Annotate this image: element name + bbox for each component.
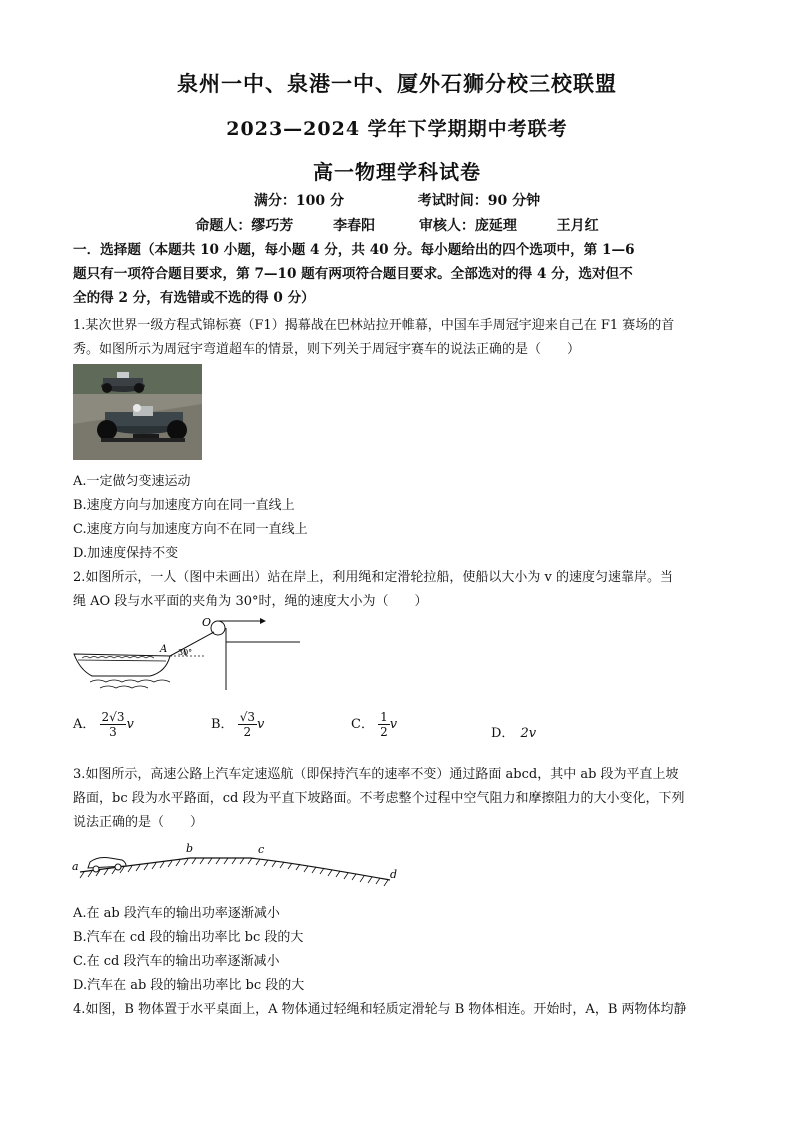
exam-term-title: 2023—2024 学年下学期期中考联考 <box>226 118 568 140</box>
q2-stem-line-1: 2.如图所示，一人（图中未画出）站在岸上，利用绳和定滑轮拉船，使船以大小为 v 的速度匀速靠岸。当 <box>73 570 674 585</box>
q4-stem-line-1: 4.如图，B 物体置于水平桌面上，A 物体通过轻绳和轻质定滑轮与 B 物体相连。开始时，A，B 两物体均静 <box>73 1002 687 1017</box>
reviewer-2: 王月红 <box>556 218 599 234</box>
q2-option-c: C． $\frac{1}{2}$ v <box>351 710 398 739</box>
boat-pulley-diagram <box>70 614 300 694</box>
q1-option-a: A.一定做匀变速运动 <box>73 474 191 489</box>
q1-option-b: B.速度方向与加速度方向在同一直线上 <box>73 498 295 513</box>
subject-title: 高一物理学科试卷 <box>313 160 481 184</box>
school-alliance-title: 泉州一中、泉港一中、厦外石狮分校三校联盟 <box>177 71 617 96</box>
f1-car-photo <box>73 364 202 460</box>
q1-option-d: D.加速度保持不变 <box>73 546 179 561</box>
q2-option-a: A． $\frac{2√3}{3}$ v <box>73 710 134 739</box>
q3-option-b: B.汽车在 cd 段的输出功率比 bc 段的大 <box>73 930 304 945</box>
label-a-point: a <box>72 860 79 873</box>
q3-stem-line-1: 3.如图所示，高速公路上汽车定速巡航（即保持汽车的速率不变）通过路面 abcd，其中 ab 段为平直上坡 <box>73 767 679 782</box>
exam-meta-row <box>0 190 794 210</box>
label-a: A <box>160 644 168 655</box>
exam-staff-row <box>0 215 794 235</box>
q1-option-c: C.速度方向与加速度方向不在同一直线上 <box>73 522 308 537</box>
q3-option-c: C.在 cd 段汽车的输出功率逐渐减小 <box>73 954 280 969</box>
setter: 命题人：缪巧芳 <box>195 218 294 234</box>
section-line-2: 题只有一项符合题目要求，第 7—10 题有两项符合题目要求。全部选对的得 4 分，选对但不 <box>73 266 633 282</box>
q3-stem-line-3: 说法正确的是（ ） <box>73 815 204 830</box>
label-angle: 30° <box>178 648 193 657</box>
reviewer: 审核人：庞延理 <box>418 218 517 234</box>
section-line-1: 一．选择题（本题共 10 小题，每小题 4 分，共 40 分。每小题给出的四个选项中，第 1—6 <box>73 242 635 258</box>
section-line-3: 全的得 2 分，有选错或不选的得 0 分） <box>73 290 315 306</box>
exam-time: 考试时间：90 分钟 <box>417 193 541 209</box>
q2-option-b: B． $\frac{√3}{2}$ v <box>211 710 265 739</box>
q3-option-d: D.汽车在 ab 段的输出功率比 bc 段的大 <box>73 978 305 993</box>
q2-stem-line-2: 绳 AO 段与水平面的夹角为 30°时，绳的速度大小为（ ） <box>73 594 428 609</box>
label-o: O <box>202 616 212 629</box>
label-c-point: c <box>258 843 265 856</box>
label-d-point: d <box>390 868 398 881</box>
q2-option-d: D． 2v <box>491 726 537 741</box>
label-b-point: b <box>186 842 194 855</box>
setter-2: 李春阳 <box>333 218 376 234</box>
full-score: 满分：100 分 <box>253 193 344 209</box>
q3-option-a: A.在 ab 段汽车的输出功率逐渐减小 <box>73 906 280 921</box>
q1-stem-line-1: 1.某次世界一级方程式锦标赛（F1）揭幕战在巴林站拉开帷幕，中国车手周冠宇迎来自己在 F1 赛场的首 <box>73 318 675 333</box>
q3-stem-line-2: 路面，bc 段为水平路面，cd 段为平直下坡路面。不考虑整个过程中空气阻力和摩擦阻力的大小变化，下列 <box>73 791 685 806</box>
q1-stem-line-2: 秀。如图所示为周冠宇弯道超车的情景，则下列关于周冠宇赛车的说法正确的是（ ） <box>73 342 581 357</box>
road-profile-diagram <box>70 838 410 890</box>
